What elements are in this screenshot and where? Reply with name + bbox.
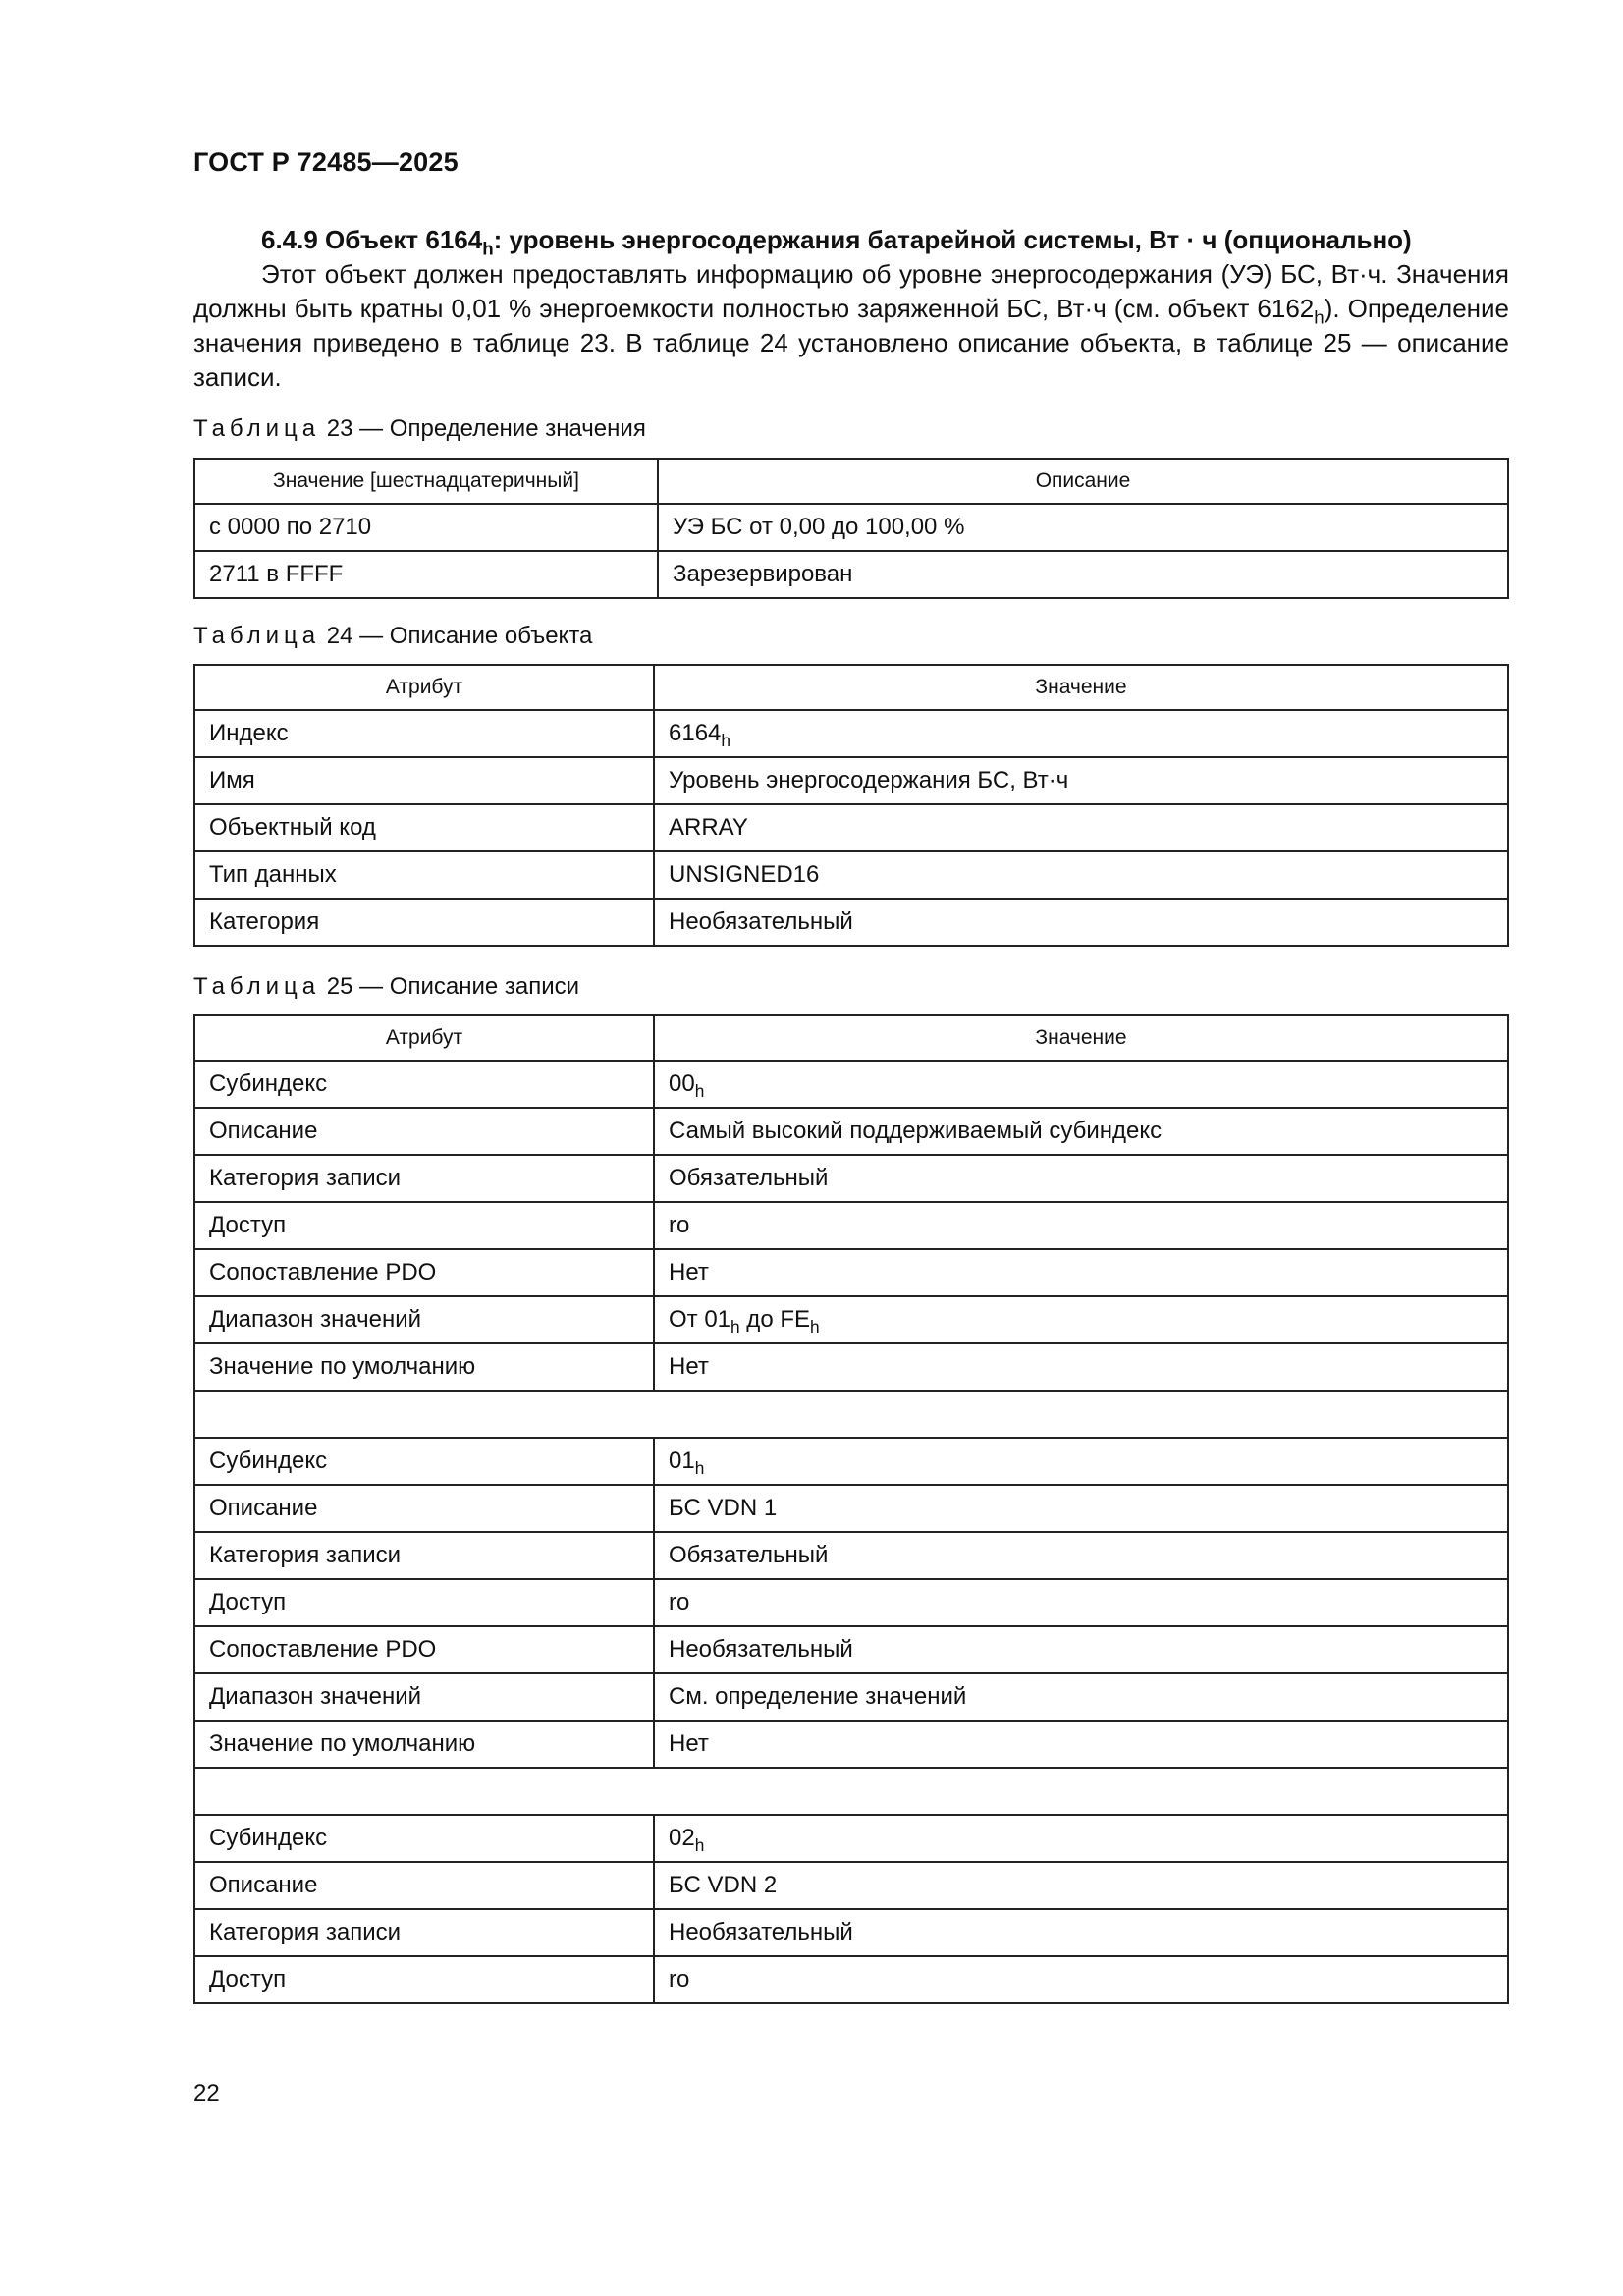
table-cell: Необязательный	[654, 1909, 1508, 1956]
value-sub: h	[694, 1458, 705, 1479]
table-cell: Необязательный	[654, 899, 1508, 946]
table-header-row	[194, 459, 1508, 504]
value-sub: h	[730, 1317, 740, 1338]
table-cell: Категория	[194, 899, 654, 946]
paragraph-text-2: ). Определение значения приведено в таблице 23. В таблице 24 установлено описание объекта, в таблице 25 — описание записи.	[193, 294, 1510, 392]
table-row	[194, 1296, 1508, 1343]
column-header: Значение	[654, 1015, 1508, 1061]
table-row	[194, 757, 1508, 804]
table-cell: БС VDN 1	[654, 1485, 1508, 1532]
table-cell: См. определение значений	[654, 1673, 1508, 1721]
table-cell: Сопоставление PDO	[194, 1249, 654, 1296]
paragraph-sub: h	[1314, 306, 1325, 328]
section-paragraph	[193, 257, 1509, 395]
section-title-sub: h	[482, 238, 494, 259]
table-cell: Тип данных	[194, 851, 654, 899]
value-text: до FE	[739, 1306, 810, 1333]
value-text: От 01	[669, 1306, 731, 1333]
table-row	[194, 1673, 1508, 1721]
table-25-caption	[193, 973, 579, 1001]
table-row	[194, 1532, 1508, 1579]
table-separator-row	[194, 1768, 1508, 1815]
table-cell: Доступ	[194, 1579, 654, 1626]
table-cell: Уровень энергосодержания БС, Вт·ч	[654, 757, 1508, 804]
column-header: Значение [шестнадцатеричный]	[194, 459, 658, 504]
table-cell: с 0000 по 2710	[194, 504, 658, 551]
table-cell	[654, 1438, 1508, 1485]
table-row	[194, 1721, 1508, 1768]
caption-text: 24 — Описание объекта	[320, 623, 593, 649]
table-cell: Значение по умолчанию	[194, 1343, 654, 1391]
value-text: 02	[669, 1825, 695, 1851]
caption-label: Таблица	[193, 973, 321, 1000]
table-row	[194, 1909, 1508, 1956]
table-cell: Нет	[654, 1343, 1508, 1391]
value-sub: h	[694, 1835, 705, 1856]
caption-text: 23 — Определение значения	[320, 415, 646, 442]
column-header: Описание	[658, 459, 1508, 504]
document-header: ГОСТ Р 72485—2025	[193, 147, 459, 177]
table-cell: Самый высокий поддерживаемый субиндекс	[654, 1108, 1508, 1155]
table-cell: 2711 в FFFF	[194, 551, 658, 598]
table-23	[193, 458, 1509, 599]
column-header: Атрибут	[194, 665, 654, 710]
table-row	[194, 1956, 1508, 2003]
table-cell: UNSIGNED16	[654, 851, 1508, 899]
table-cell: Субиндекс	[194, 1061, 654, 1108]
table-25	[193, 1014, 1509, 2004]
table-cell: ro	[654, 1579, 1508, 1626]
section-6-4-9	[193, 223, 1509, 395]
table-23-caption	[193, 415, 646, 443]
table-row	[194, 1485, 1508, 1532]
table-cell	[654, 1296, 1508, 1343]
table-cell: Субиндекс	[194, 1438, 654, 1485]
table-row	[194, 710, 1508, 757]
empty-cell	[194, 1768, 1508, 1815]
table-row	[194, 1343, 1508, 1391]
table-row	[194, 1815, 1508, 1862]
table-cell: Доступ	[194, 1956, 654, 2003]
table-row	[194, 1438, 1508, 1485]
table-cell: БС VDN 2	[654, 1862, 1508, 1909]
table-header-row	[194, 665, 1508, 710]
table-cell: Нет	[654, 1249, 1508, 1296]
table-cell	[654, 1061, 1508, 1108]
caption-label: Таблица	[193, 623, 321, 649]
table-cell: Описание	[194, 1862, 654, 1909]
table-cell: Сопоставление PDO	[194, 1626, 654, 1673]
value-text: 01	[669, 1448, 695, 1474]
table-row	[194, 899, 1508, 946]
table-header-row	[194, 1015, 1508, 1061]
table-cell: Категория записи	[194, 1532, 654, 1579]
table-cell: УЭ БС от 0,00 до 100,00 %	[658, 504, 1508, 551]
table-row	[194, 1202, 1508, 1249]
table-cell: Субиндекс	[194, 1815, 654, 1862]
paragraph-text-1: Этот объект должен предоставлять информацию об уровне энергосодержания (УЭ) БС, Вт·ч. Значения должны быть кратны 0,01 % энергоемкости полностью заряженной БС, Вт·ч (см. объект 6162	[193, 259, 1509, 323]
table-cell: Необязательный	[654, 1626, 1508, 1673]
value-text: 6164	[669, 720, 722, 746]
column-header: Значение	[654, 665, 1508, 710]
table-24-caption	[193, 623, 592, 650]
table-row	[194, 1579, 1508, 1626]
value-sub: h	[694, 1081, 705, 1102]
table-cell: ARRAY	[654, 804, 1508, 851]
table-row	[194, 851, 1508, 899]
table-cell: Имя	[194, 757, 654, 804]
value-sub: h	[810, 1317, 820, 1338]
table-row	[194, 1249, 1508, 1296]
table-separator-row	[194, 1391, 1508, 1438]
table-cell	[654, 710, 1508, 757]
table-row	[194, 804, 1508, 851]
table-cell: Категория записи	[194, 1909, 654, 1956]
section-title	[193, 223, 1509, 257]
table-cell: Диапазон значений	[194, 1673, 654, 1721]
table-cell: Нет	[654, 1721, 1508, 1768]
table-row	[194, 1155, 1508, 1202]
page-number: 22	[193, 2080, 220, 2106]
value-sub: h	[721, 731, 730, 751]
table-cell: Описание	[194, 1108, 654, 1155]
table-cell: Категория записи	[194, 1155, 654, 1202]
table-cell: Значение по умолчанию	[194, 1721, 654, 1768]
table-cell: Обязательный	[654, 1532, 1508, 1579]
value-text: 00	[669, 1070, 695, 1097]
caption-text: 25 — Описание записи	[320, 973, 580, 1000]
table-cell: Доступ	[194, 1202, 654, 1249]
table-cell: Диапазон значений	[194, 1296, 654, 1343]
table-cell: Индекс	[194, 710, 654, 757]
caption-label: Таблица	[193, 415, 321, 442]
table-row	[194, 1061, 1508, 1108]
table-cell: ro	[654, 1202, 1508, 1249]
table-cell: ro	[654, 1956, 1508, 2003]
table-row	[194, 1626, 1508, 1673]
table-cell: Зарезервирован	[658, 551, 1508, 598]
empty-cell	[194, 1391, 1508, 1438]
section-title-post: : уровень энергосодержания батарейной системы, Вт · ч (опционально)	[493, 225, 1412, 254]
section-title-pre: 6.4.9 Объект 6164	[261, 225, 483, 254]
table-cell: Описание	[194, 1485, 654, 1532]
table-row	[194, 504, 1508, 551]
table-cell: Объектный код	[194, 804, 654, 851]
column-header: Атрибут	[194, 1015, 654, 1061]
table-24	[193, 664, 1509, 947]
table-cell	[654, 1815, 1508, 1862]
table-row	[194, 1862, 1508, 1909]
table-row	[194, 551, 1508, 598]
table-row	[194, 1108, 1508, 1155]
table-cell: Обязательный	[654, 1155, 1508, 1202]
